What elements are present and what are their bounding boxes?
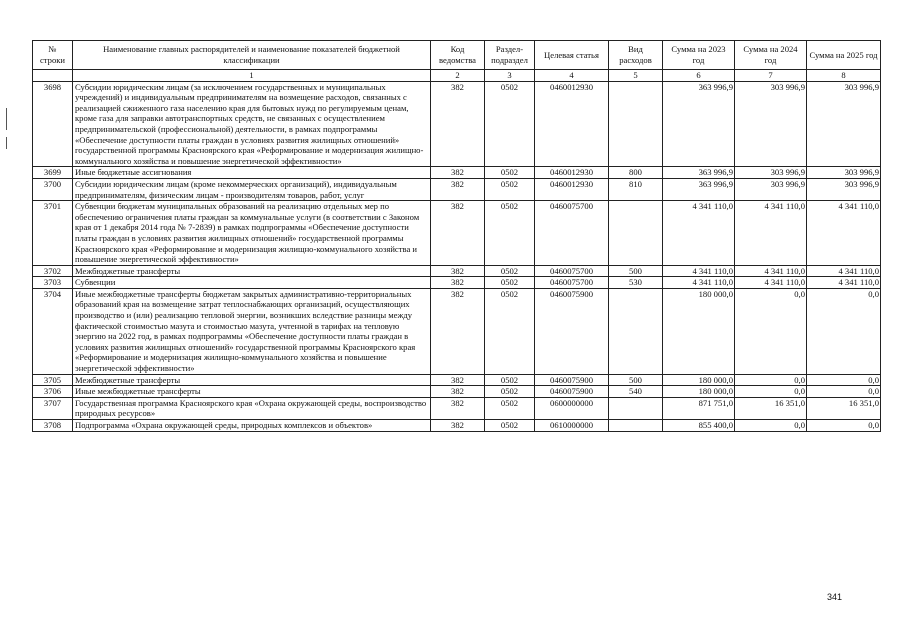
target-article: 0460075700 [535,277,609,289]
column-number: 4 [535,70,609,82]
sum-2025: 16 351,0 [807,397,881,419]
sum-2023: 180 000,0 [663,374,735,386]
row-name: Субвенции бюджетам муниципальных образований на реализацию отдельных мер по обеспечению ограничения платы граждан за коммунальные услуги (в соответствии с Законом края от 1 декабря 2014 года № 7-2839) в рамках подпрограммы «Обеспечение доступности платы граждан в условиях развития жилищных отношений» государственной программы Красноярского края «Реформирование и модернизация жилищно-коммунального хозяйства и повышение энергетической эффективности» [73,201,431,266]
department-code: 382 [431,265,485,277]
sum-2024: 303 996,9 [735,81,807,167]
sum-2024: 0,0 [735,374,807,386]
sum-2023: 871 751,0 [663,397,735,419]
sum-2023: 4 341 110,0 [663,265,735,277]
department-code: 382 [431,288,485,374]
sum-2025: 0,0 [807,288,881,374]
section-code: 0502 [485,420,535,432]
column-number-row [33,70,881,82]
row-number: 3702 [33,265,73,277]
target-article: 0460075900 [535,374,609,386]
table-row [33,397,881,419]
sum-2024: 4 341 110,0 [735,265,807,277]
sum-2023: 4 341 110,0 [663,201,735,266]
target-article: 0460012930 [535,167,609,179]
target-article: 0460075900 [535,386,609,398]
column-number: 1 [73,70,431,82]
header-row-number: № строки [33,41,73,70]
row-number: 3705 [33,374,73,386]
sum-2023: 4 341 110,0 [663,277,735,289]
row-number: 3700 [33,178,73,200]
target-article: 0460075700 [535,201,609,266]
row-number: 3698 [33,81,73,167]
row-name: Иные бюджетные ассигнования [73,167,431,179]
row-name: Иные межбюджетные трансферты [73,386,431,398]
expense-type [609,81,663,167]
table-row [33,288,881,374]
expense-type [609,201,663,266]
header-expense-type: Вид расходов [609,41,663,70]
sum-2025: 4 341 110,0 [807,277,881,289]
target-article: 0460075900 [535,288,609,374]
expense-type: 500 [609,265,663,277]
expense-type [609,420,663,432]
department-code: 382 [431,420,485,432]
table-row [33,167,881,179]
sum-2023: 363 996,9 [663,167,735,179]
sum-2024: 303 996,9 [735,178,807,200]
header-department-code: Код ведомства [431,41,485,70]
table-row [33,386,881,398]
sum-2025: 303 996,9 [807,167,881,179]
sum-2024: 0,0 [735,386,807,398]
column-number: 7 [735,70,807,82]
row-name: Межбюджетные трансферты [73,374,431,386]
section-code: 0502 [485,277,535,289]
row-name: Подпрограмма «Охрана окружающей среды, природных комплексов и объектов» [73,420,431,432]
sum-2023: 180 000,0 [663,288,735,374]
header-sum-2023: Сумма на 2023 год [663,41,735,70]
expense-type [609,288,663,374]
target-article: 0460075700 [535,265,609,277]
sum-2023: 855 400,0 [663,420,735,432]
sum-2025: 4 341 110,0 [807,201,881,266]
column-number: 2 [431,70,485,82]
department-code: 382 [431,81,485,167]
header-target-article: Целевая статья [535,41,609,70]
expense-type: 500 [609,374,663,386]
sum-2025: 0,0 [807,374,881,386]
sum-2023: 363 996,9 [663,81,735,167]
row-number: 3707 [33,397,73,419]
section-code: 0502 [485,81,535,167]
margin-mark-middle [6,137,7,149]
row-name: Субсидии юридическим лицам (кроме некоммерческих организаций), индивидуальным предпринимателям, физическим лицам - производителям товаров, работ, услуг [73,178,431,200]
row-number: 3703 [33,277,73,289]
table-row [33,178,881,200]
table-row [33,277,881,289]
sum-2025: 4 341 110,0 [807,265,881,277]
column-number: 5 [609,70,663,82]
department-code: 382 [431,397,485,419]
budget-table-container [32,40,880,432]
expense-type: 800 [609,167,663,179]
column-number [33,70,73,82]
row-number: 3699 [33,167,73,179]
header-row [33,41,881,70]
sum-2025: 303 996,9 [807,81,881,167]
expense-type: 810 [609,178,663,200]
sum-2023: 180 000,0 [663,386,735,398]
column-number: 3 [485,70,535,82]
sum-2024: 0,0 [735,288,807,374]
header-sum-2024: Сумма на 2024 год [735,41,807,70]
target-article: 0600000000 [535,397,609,419]
table-row [33,420,881,432]
department-code: 382 [431,178,485,200]
section-code: 0502 [485,397,535,419]
section-code: 0502 [485,265,535,277]
row-name: Субвенции [73,277,431,289]
header-section: Раздел-подраздел [485,41,535,70]
row-name: Субсидии юридическим лицам (за исключением государственных и муниципальных учреждений) и индивидуальным предпринимателям на возмещение расходов, связанных с реализацией сжиженного газа населению края для бытовых нужд по регулируемым ценам, кроме газа для заправки автотранспортных средств, не связанных с осуществлением предпринимательской (профессиональной) деятельности, в рамках подпрограммы «Обеспечение доступности платы граждан в условиях развития жилищных отношений» государственной программы Красноярского края «Реформирование и модернизация жилищно-коммунального хозяйства и повышение энергетической эффективности» [73,81,431,167]
target-article: 0460012930 [535,81,609,167]
department-code: 382 [431,374,485,386]
row-name: Межбюджетные трансферты [73,265,431,277]
section-code: 0502 [485,201,535,266]
margin-mark-top [6,108,7,130]
table-row [33,374,881,386]
department-code: 382 [431,386,485,398]
sum-2024: 0,0 [735,420,807,432]
sum-2024: 303 996,9 [735,167,807,179]
department-code: 382 [431,277,485,289]
sum-2024: 16 351,0 [735,397,807,419]
section-code: 0502 [485,178,535,200]
header-sum-2025: Сумма на 2025 год [807,41,881,70]
section-code: 0502 [485,374,535,386]
department-code: 382 [431,167,485,179]
column-number: 8 [807,70,881,82]
row-number: 3704 [33,288,73,374]
sum-2024: 4 341 110,0 [735,201,807,266]
sum-2025: 0,0 [807,386,881,398]
row-number: 3706 [33,386,73,398]
table-row [33,81,881,167]
sum-2024: 4 341 110,0 [735,277,807,289]
budget-table [32,40,881,432]
sum-2023: 363 996,9 [663,178,735,200]
department-code: 382 [431,201,485,266]
row-number: 3701 [33,201,73,266]
header-name: Наименование главных распорядителей и наименование показателей бюджетной классификации [73,41,431,70]
sum-2025: 0,0 [807,420,881,432]
expense-type: 530 [609,277,663,289]
section-code: 0502 [485,167,535,179]
row-name: Государственная программа Красноярского края «Охрана окружающей среды, воспроизводство природных ресурсов» [73,397,431,419]
column-number: 6 [663,70,735,82]
section-code: 0502 [485,386,535,398]
expense-type: 540 [609,386,663,398]
target-article: 0610000000 [535,420,609,432]
expense-type [609,397,663,419]
table-row [33,201,881,266]
page-number: 341 [827,592,843,602]
target-article: 0460012930 [535,178,609,200]
section-code: 0502 [485,288,535,374]
sum-2025: 303 996,9 [807,178,881,200]
row-number: 3708 [33,420,73,432]
row-name: Иные межбюджетные трансферты бюджетам закрытых административно-территориальных образований края на возмещение затрат теплоснабжающих организаций, осуществляющих производство и (или) реализацию тепловой энергии, возникших вследствие разницы между фактической стоимостью мазута и стоимостью мазута, учтенной в тарифах на тепловую энергию на 2022 год, в рамках подпрограммы «Обеспечение доступности платы граждан в условиях развития жилищных отношений» государственной программы Красноярского края «Реформирование и модернизация жилищно-коммунального хозяйства и повышение энергетической эффективности» [73,288,431,374]
table-row [33,265,881,277]
